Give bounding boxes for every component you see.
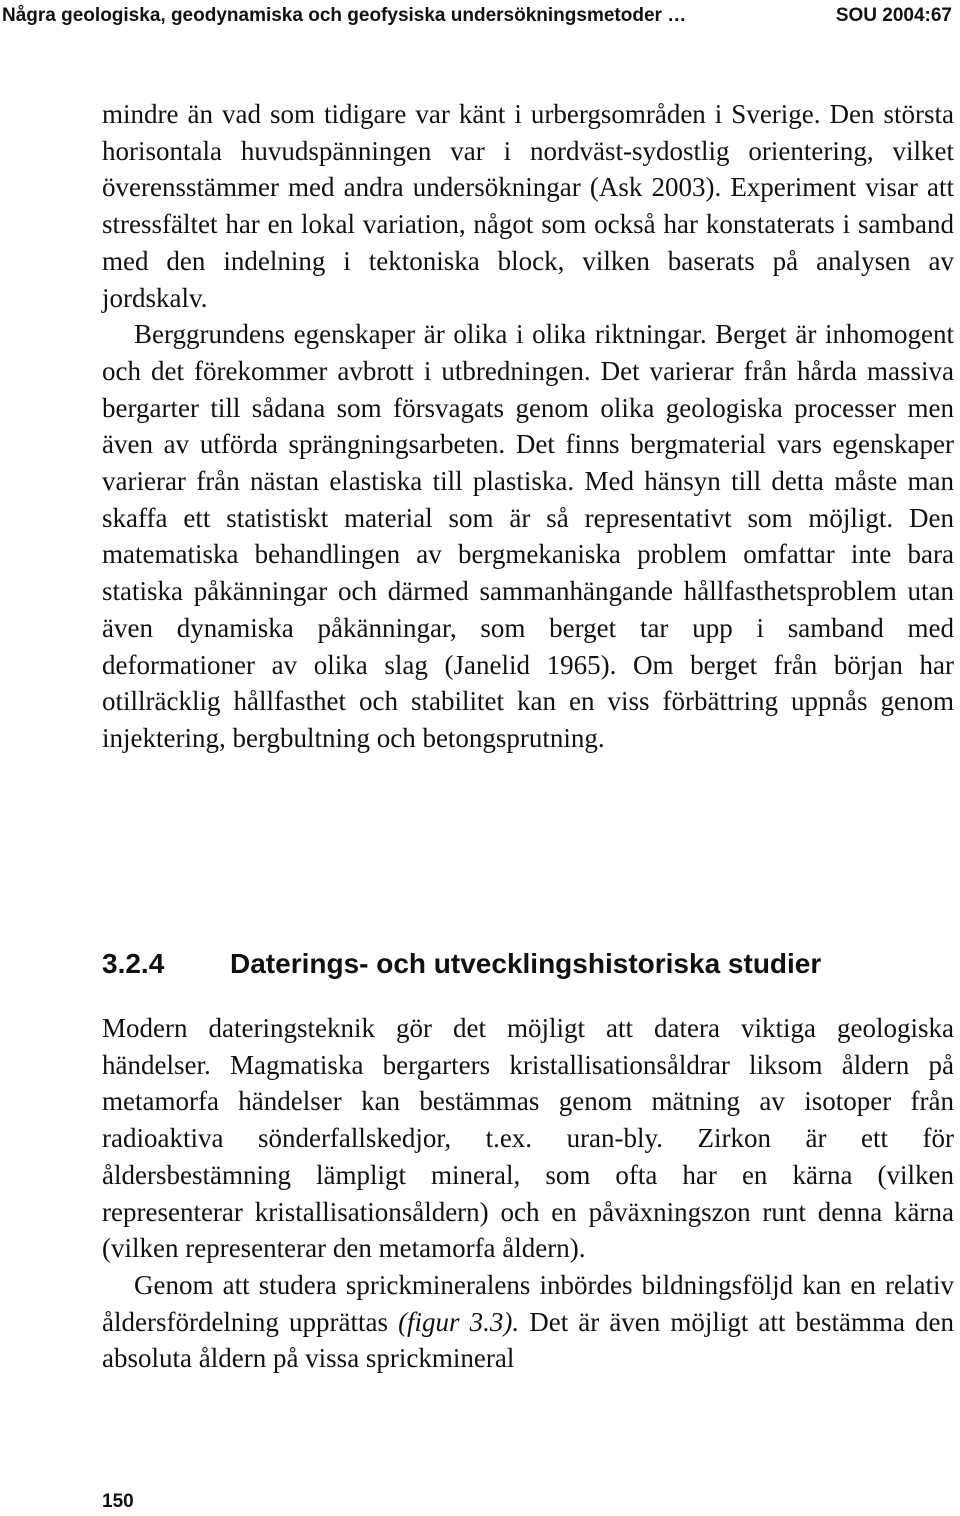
section-title: Daterings- och utvecklingshistoriska studier [230,948,822,979]
paragraph-text: Det är även möjligt att bestämma den absoluta åldern på vissa sprickmineral [102,1306,955,1374]
section-heading [102,942,954,986]
running-header-report-id: SOU 2004:67 [835,5,952,26]
paragraph [102,1267,954,1377]
paragraph: Modern dateringsteknik gör det möjligt att datera viktiga geologiska händelser. Magmatiska bergarters kristallisationsåldrar liksom åldern på metamorfa händelser kan bestämmas genom mätning av isotoper från radioaktiva sönderfallskedjor, t.ex. uran-bly. Zirkon är ett för åldersbestämning lämpligt mineral, som ofta har en kärna (vilken representerar kristallisationsåldern) och en påväxningszon runt denna kärna (vilken representerar den metamorfa åldern). [102,1013,954,1264]
section-number: 3.2.4 [102,948,165,979]
body-text-section-1 [102,96,954,757]
paragraph: mindre än vad som tidigare var känt i urbergsområden i Sverige. Den största horisontala huvudspänningen var i nordväst-sydostlig orientering, vilket överensstämmer med andra undersökningar (Ask 2003). Experiment visar att stressfältet har en lokal variation, något som också har konstaterats i samband med den indelning i tektoniska block, vilken baserats på analysen av jordskalv. [102,99,954,313]
paragraph: Berggrundens egenskaper är olika i olika riktningar. Berget är inhomogent och det förekommer avbrott i utbredningen. Det varierar från hårda massiva bergarter till sådana som försvagats genom olika geologiska processer men även av utförda sprängningsarbeten. Det finns bergmaterial vars egenskaper varierar från nästan elastiska till plastiska. Med hänsyn till detta måste man skaffa ett statistiskt material som är så representativt som möjligt. Den matematiska behandlingen av bergmekaniska problem omfattar inte bara statiska påkänningar och därmed sammanhängande hållfasthetsproblem utan även dynamiska påkänningar, som berget tar upp i samband med deformationer av olika slag (Janelid 1965). Om berget från början har otillräcklig hållfasthet och stabilitet kan en viss förbättring uppnås genom injektering, bergbultning och betongsprutning. [102,319,954,753]
figure-reference: (figur 3.3). [398,1306,520,1337]
body-text-section-2 [102,1010,954,1377]
running-header-title: Några geologiska, geodynamiska och geofysiska undersökningsmetoder … [2,5,687,26]
page-number: 150 [102,1491,134,1512]
paragraph-text: Genom att studera sprickmineralens inbördes bildningsföljd kan en relativ åldersfördelning upprättas [102,1269,954,1337]
running-header [0,2,960,30]
